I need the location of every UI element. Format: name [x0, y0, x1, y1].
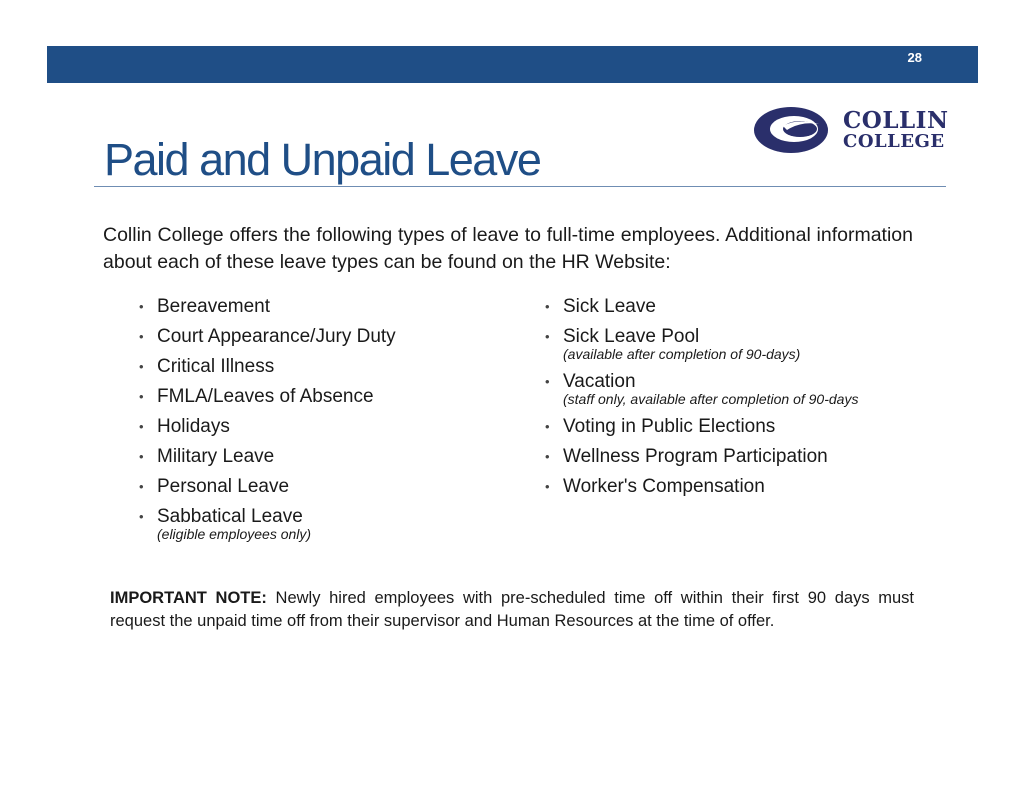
list-item: [545, 292, 945, 322]
leave-type-label: Bereavement: [157, 296, 271, 317]
leave-type-label: Worker's Compensation: [563, 476, 765, 497]
logo-text-line2: COLLEGE: [843, 131, 945, 152]
leave-type-note: (eligible employees only): [157, 526, 312, 542]
leave-type-label: Court Appearance/Jury Duty: [157, 326, 396, 347]
bullet-icon: •: [545, 479, 550, 494]
bullet-icon: •: [139, 329, 144, 344]
intro-paragraph: Collin College offers the following types of leave to full-time employees. Additional information about each of these leave types can be found on the HR Website:: [103, 224, 913, 273]
list-item: [139, 472, 469, 502]
leave-type-label: Sick Leave: [563, 296, 656, 317]
leave-type-label: FMLA/Leaves of Absence: [157, 386, 374, 407]
leave-list-right: [545, 292, 945, 502]
bullet-icon: •: [139, 479, 144, 494]
leave-list-left: [139, 292, 469, 547]
bullet-icon: •: [545, 374, 550, 389]
leave-type-label: Critical Illness: [157, 356, 275, 377]
page-title: Paid and Unpaid Leave: [104, 134, 541, 185]
list-item: [139, 442, 469, 472]
list-item: [545, 412, 945, 442]
bullet-icon: •: [139, 359, 144, 374]
list-item: [139, 502, 469, 542]
list-item: [139, 412, 469, 442]
bullet-icon: •: [545, 449, 550, 464]
list-item: [545, 442, 945, 472]
leave-type-label: Sick Leave Pool: [563, 326, 700, 347]
bullet-icon: •: [139, 509, 144, 524]
leave-type-label: Sabbatical Leave: [157, 506, 303, 527]
list-item: [545, 472, 945, 502]
header-bar: [47, 46, 978, 83]
collin-college-logo: [753, 104, 958, 156]
important-note-label: IMPORTANT NOTE:: [110, 589, 267, 607]
leave-type-label: Personal Leave: [157, 476, 290, 497]
leave-type-label: Holidays: [157, 416, 230, 437]
logo-text-line1: COLLIN: [843, 107, 949, 134]
list-item: [545, 367, 945, 407]
important-note: [110, 587, 914, 632]
leave-type-note: (available after completion of 90-days): [563, 346, 801, 362]
important-note-text: Newly hired employees with pre-scheduled time off within their first 90 days must request the unpaid time off from their supervisor and Human Resources at the time of offer.: [110, 589, 915, 630]
page-number: 28: [907, 50, 922, 65]
leave-type-note: (staff only, available after completion of 90-days: [563, 391, 859, 407]
leave-type-label: Vacation: [563, 371, 636, 392]
list-item: [139, 292, 469, 322]
logo-swoosh-icon: [753, 104, 843, 156]
bullet-icon: •: [139, 389, 144, 404]
bullet-icon: •: [545, 419, 550, 434]
list-item: [139, 322, 469, 352]
leave-type-label: Military Leave: [157, 446, 275, 467]
bullet-icon: •: [139, 299, 144, 314]
list-item: [545, 322, 945, 362]
bullet-icon: •: [139, 449, 144, 464]
bullet-icon: •: [139, 419, 144, 434]
bullet-icon: •: [545, 299, 550, 314]
leave-type-label: Voting in Public Elections: [563, 416, 776, 437]
title-divider: [94, 186, 946, 187]
list-item: [139, 382, 469, 412]
bullet-icon: •: [545, 329, 550, 344]
leave-type-label: Wellness Program Participation: [563, 446, 828, 467]
list-item: [139, 352, 469, 382]
